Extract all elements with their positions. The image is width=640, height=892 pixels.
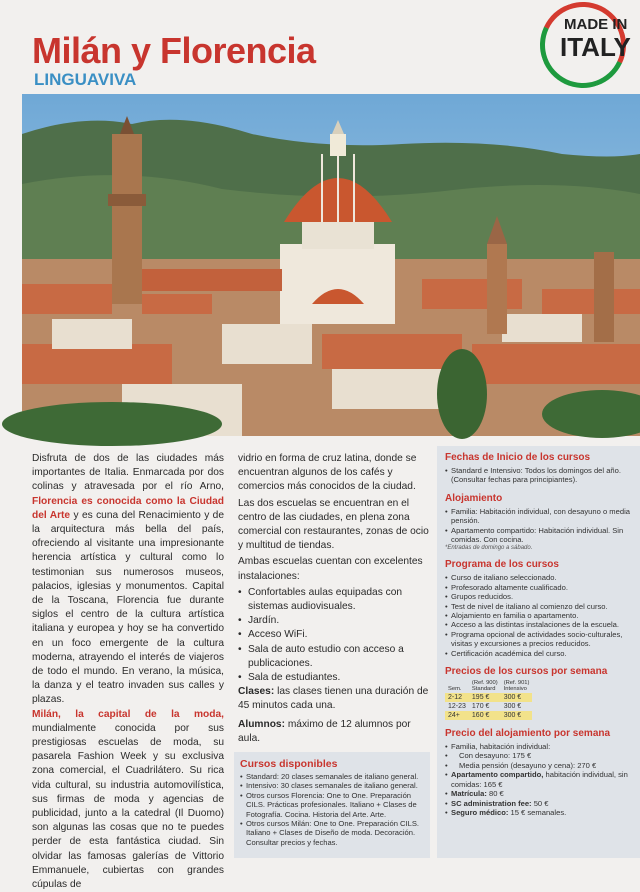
milan-highlight: Milán, la capital de la moda, [32, 708, 224, 720]
table-cell: 300 € [503, 702, 522, 710]
table-row [445, 711, 532, 720]
list-item: • Certificación académica del curso. [445, 649, 632, 658]
sc-text: 50 € [531, 798, 549, 808]
florence-photo [22, 94, 640, 436]
florence-paragraph [32, 452, 224, 708]
list-item [445, 789, 632, 798]
list-item: • Alojamiento en familia o apartamento. [445, 611, 632, 620]
seguro-text: 15 € semanales. [508, 807, 567, 817]
florence-highlight: Florencia es conocida como la Ciudad del Arte [32, 495, 224, 521]
cursos-heading: Cursos disponibles [240, 758, 338, 770]
alumnos-text: máximo de 12 alumnos por aula. [238, 718, 411, 744]
programa-heading: Programa de los cursos [445, 559, 559, 571]
fechas-heading: Fechas de Inicio de los cursos [445, 452, 591, 463]
table-row [445, 702, 532, 711]
list-item: • Programa opcional de actividades socio-culturales, visitas y excursiones a precios reducidos. [445, 630, 632, 649]
list-item: • Test de nivel de italiano al comienzo del curso. [445, 602, 632, 611]
list-item: • Standard: 20 clases semanales de italiano general. [240, 772, 424, 781]
list-item: • Apartamento compartido: Habitación individual. Sin comidas. Con cocina. [445, 526, 632, 545]
table-row [445, 693, 532, 702]
precios-table [445, 680, 532, 720]
alojamiento-heading: Alojamiento [445, 492, 503, 504]
int-ref: (Ref. 901) [503, 680, 530, 687]
programa-list [445, 573, 632, 658]
list-item: • Media pensión (desayuno y cena): 270 € [445, 761, 632, 770]
alumnos-label: Alumnos: [238, 718, 285, 730]
list-item: • Sala de auto estudio con acceso a publicaciones. [238, 643, 430, 671]
list-item: • Acceso WiFi. [238, 628, 430, 642]
precios-section [445, 666, 632, 720]
matricula-text: 80 € [486, 789, 504, 799]
std-label: Standard [471, 686, 496, 693]
list-item: • Familia: Habitación individual, con desayuno o media pensión. [445, 507, 632, 526]
table-cell: 24+ [445, 711, 469, 720]
table-cell: 195 € [469, 693, 501, 702]
galleries-paragraph: vidrio en forma de cruz latina, donde se encuentran algunos de los cafés y comercios más conocidos de la ciudad. [238, 453, 417, 493]
fechas-section [445, 452, 632, 485]
badge-line2: ITALY [560, 32, 631, 62]
list-item: • Curso de italiano seleccionado. [445, 573, 632, 582]
list-item: • Otros cursos Florencia: One to One. Preparación CILS. Prácticas profesionales. Italiano + Clases de Fotografía. Cocina. Historia del Arte. Arte. [240, 791, 424, 819]
apto-text: habitación individual, sin comidas: 165 € [451, 770, 628, 789]
list-item: • Intensivo: 30 clases semanales de italiano general. [240, 781, 424, 790]
list-item [445, 770, 632, 789]
list-item: • Otros cursos Milán: One to One. Preparación CILS. Italiano + Clases de Diseño de moda. Decoración. Consultar precios y fechas. [240, 819, 424, 847]
alumnos-info [238, 718, 430, 746]
milan-text: mundialmente conocida por sus prestigiosas escuelas de moda, su pasarela Fashion Week y su exclusiva zona comercial, el Cuadrilátero. Su rica vida cultural, su industria automovilística, sus firmas de moda y agencias de publicidad, junto a la catedral (Il Duomo) son algunas las cosas que no te puedes perder de esta fantástica ciudad. Sin olvidar las famosas galerías de Vittorio Emmanuele, cubiertas con grandes cúpulas de [32, 722, 224, 891]
list-item: • Con desayuno: 175 € [445, 751, 632, 760]
cursos-list [240, 772, 424, 847]
facilities-intro: Ambas escuelas cuentan con excelentes instalaciones: [238, 556, 423, 582]
table-cell: 170 € [471, 702, 490, 710]
precios-heading: Precios de los cursos por semana [445, 666, 608, 678]
list-item [445, 808, 632, 817]
intro-column [32, 452, 224, 892]
schools-column [238, 452, 430, 746]
table-cell: 160 € [469, 711, 501, 720]
apto-label: Apartamento compartido, [451, 770, 544, 780]
clases-text: las clases tienen una duración de 45 minutos cada una. [238, 686, 429, 712]
list-item [445, 799, 632, 808]
table-cell: 300 € [501, 693, 533, 702]
aloj-precio-section [445, 728, 632, 817]
table-cell: 12-23 [448, 702, 466, 710]
table-cell: 300 € [501, 711, 533, 720]
list-item: • Grupos reducidos. [445, 592, 632, 601]
fechas-list [445, 466, 632, 485]
list-item: • Standard e Intensivo: Todos los domingos del año. (Consultar fechas para principiantes). [445, 466, 632, 485]
alojamiento-list [445, 507, 632, 545]
page-title: Milán y Florencia [32, 30, 316, 71]
table-cell: 2-12 [445, 693, 469, 702]
made-in-italy-badge [540, 2, 632, 88]
alojamiento-note: *Entradas de domingo a sábado. [445, 545, 533, 552]
alojamiento-section [445, 493, 632, 552]
col-standard [469, 680, 501, 692]
page-subtitle: LINGUAVIVA [34, 70, 137, 89]
florence-text: y es cuna del Renacimiento y de la arquitectura más bella del país, ofreciendo al visitante una impresionante herencia artística y cultural como lo testimonian sus numerosos museos, palacios, iglesias y monumentos. Capital de la Toscana, Florencia fue durante siglos el centro de la cultura artística italiana y europea y hoy se ha convertido en un foco emergente de la cultura moderna, atrayendo el interés de viajeros de todo el mundo. En verano, la música, la danza y el teatro invaden sus calles y plazas. [32, 509, 224, 706]
col-intensivo [501, 680, 533, 692]
facilities-list [238, 586, 430, 685]
std-ref: (Ref. 900) [471, 680, 498, 687]
clases-info [238, 685, 430, 713]
aloj-precio-heading: Precio del alojamiento por semana [445, 728, 611, 740]
matricula-label: Matrícula: [451, 789, 487, 799]
list-item: • Profesorado altamente cualificado. [445, 583, 632, 592]
seguro-label: Seguro médico: [451, 807, 509, 817]
badge-line1: MADE IN [564, 16, 628, 33]
col-sem: Sem. [448, 686, 462, 693]
cursos-disponibles-box [234, 752, 430, 858]
list-item: • Sala de estudiantes. [238, 671, 430, 685]
aloj-precio-list [445, 742, 632, 817]
intro-text: Disfruta de dos de las ciudades más importantes de Italia. Enmarcada por dos colinas y atravesada por el río Arno, [32, 453, 224, 493]
sc-label: SC administration fee: [451, 798, 532, 808]
schools-paragraph: Las dos escuelas se encuentran en el centro de las ciudades, en plena zona comercial con restaurantes, zonas de ocio y multitud de tiendas. [238, 497, 429, 552]
milan-paragraph [32, 708, 224, 892]
int-label: Intensivo [503, 686, 527, 693]
table-header-row [445, 680, 532, 692]
list-item: • Confortables aulas equipadas con sistemas audiovisuales. [238, 586, 430, 614]
programa-section [445, 559, 632, 658]
list-item: • Familia, habitación individual: [445, 742, 632, 751]
info-sidebar [437, 446, 640, 858]
clases-label: Clases: [238, 686, 275, 698]
list-item: • Acceso a las distintas instalaciones de la escuela. [445, 620, 632, 629]
list-item: • Jardín. [238, 614, 430, 628]
florence-cityscape-icon [22, 94, 640, 436]
